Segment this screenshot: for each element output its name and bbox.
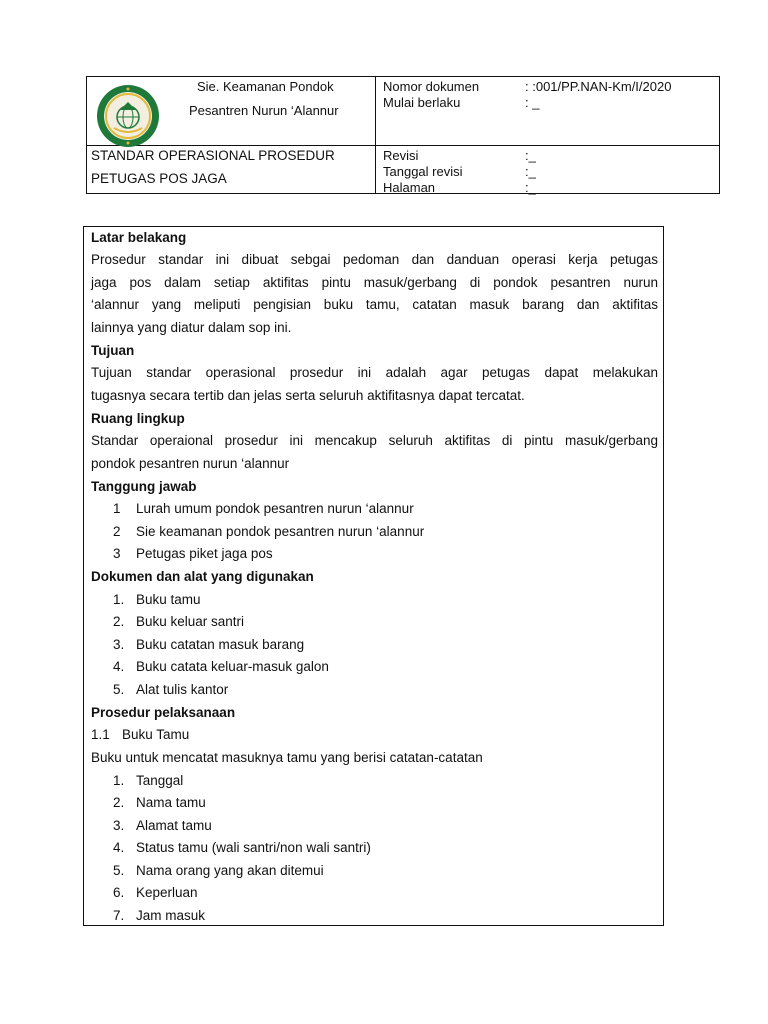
meta-value-revisi: :_	[525, 148, 536, 163]
buku-tamu-number: 4.	[113, 840, 125, 855]
org-name-line1: Sie. Keamanan Pondok	[197, 79, 334, 94]
header-border-top	[86, 76, 720, 77]
dokumen-item: Buku tamu	[136, 592, 201, 607]
dokumen-item: Buku catata keluar-masuk galon	[136, 659, 329, 674]
ruang-lingkup-line1: Standar operaional prosedur ini mencakup seluruh aktifitas di pintu masuk/gerbang	[91, 433, 658, 448]
sop-title-line2: PETUGAS POS JAGA	[91, 171, 227, 186]
buku-tamu-item: Jam masuk	[136, 908, 206, 923]
heading-latar-belakang: Latar belakang	[91, 230, 187, 245]
prosedur-intro: Buku untuk mencatat masuknya tamu yang berisi catatan-catatan	[91, 750, 483, 765]
buku-tamu-item: Nama orang yang akan ditemui	[136, 863, 324, 878]
tanggung-jawab-number: 1	[113, 501, 121, 516]
sop-title-line1: STANDAR OPERASIONAL PROSEDUR	[91, 148, 335, 163]
latar-belakang-line2: jaga pos dalam setiap aktifitas pintu masuk/gerbang di pondok pesantren nurun	[91, 275, 658, 290]
meta-label-tanggal-revisi: Tanggal revisi	[383, 164, 463, 179]
tanggung-jawab-number: 3	[113, 546, 121, 561]
document-header-table	[82, 76, 720, 194]
meta-value-mulai-berlaku: : _	[525, 95, 540, 110]
buku-tamu-item: Alamat tamu	[136, 818, 212, 833]
heading-prosedur-pelaksanaan: Prosedur pelaksanaan	[91, 705, 236, 720]
latar-belakang-line4: lainnya yang diatur dalam sop ini.	[91, 320, 292, 335]
buku-tamu-number: 7.	[113, 908, 125, 923]
buku-tamu-item: Tanggal	[136, 773, 184, 788]
latar-belakang-line3: ‘alannur yang meliputi pengisian buku tamu, catatan masuk barang dan aktifitas	[91, 297, 658, 312]
heading-dokumen-dan-alat: Dokumen dan alat yang digunakan	[91, 569, 314, 584]
buku-tamu-number: 1.	[113, 773, 125, 788]
dokumen-item: Buku keluar santri	[136, 614, 245, 629]
buku-tamu-number: 3.	[113, 818, 125, 833]
header-column-divider	[375, 76, 376, 194]
meta-label-mulai-berlaku: Mulai berlaku	[383, 95, 461, 110]
tujuan-line2: tugasnya secara tertib dan jelas serta seluruh aktifitasnya dapat tercatat.	[91, 388, 525, 403]
latar-belakang-line1: Prosedur standar ini dibuat sebgai pedoman dan danduan operasi kerja petugas	[91, 252, 658, 267]
sop-content-box	[83, 226, 664, 926]
header-border-left	[86, 76, 87, 194]
buku-tamu-item: Keperluan	[136, 885, 198, 900]
tanggung-jawab-item: Petugas piket jaga pos	[136, 546, 273, 561]
meta-label-nomor-dokumen: Nomor dokumen	[383, 79, 480, 94]
org-name-line2: Pesantren Nurun ‘Alannur	[189, 103, 339, 118]
dokumen-item: Buku catatan masuk barang	[136, 637, 305, 652]
dokumen-number: 5.	[113, 682, 125, 697]
buku-tamu-number: 6.	[113, 885, 125, 900]
meta-value-halaman: :_	[525, 180, 536, 195]
buku-tamu-number: 5.	[113, 863, 125, 878]
dokumen-number: 1.	[113, 592, 125, 607]
header-row-divider	[86, 145, 720, 146]
meta-label-revisi: Revisi	[383, 148, 419, 163]
meta-value-nomor-dokumen: : :001/PP.NAN-Km/I/2020	[525, 79, 672, 94]
dokumen-number: 3.	[113, 637, 125, 652]
prosedur-subsection-number: 1.1	[91, 727, 110, 742]
heading-tujuan: Tujuan	[91, 343, 135, 358]
heading-tanggung-jawab: Tanggung jawab	[91, 479, 197, 494]
prosedur-subsection-title: Buku Tamu	[122, 727, 190, 742]
meta-label-halaman: Halaman	[383, 180, 436, 195]
buku-tamu-item: Status tamu (wali santri/non wali santri)	[136, 840, 371, 855]
header-border-right	[719, 76, 720, 194]
pesantren-logo-seal	[96, 84, 160, 148]
buku-tamu-item: Nama tamu	[136, 795, 206, 810]
dokumen-number: 2.	[113, 614, 125, 629]
tanggung-jawab-number: 2	[113, 524, 121, 539]
tujuan-line1: Tujuan standar operasional prosedur ini adalah agar petugas dapat melakukan	[91, 365, 658, 380]
dokumen-item: Alat tulis kantor	[136, 682, 229, 697]
tanggung-jawab-item: Sie keamanan pondok pesantren nurun ‘alannur	[136, 524, 425, 539]
meta-value-tanggal-revisi: :_	[525, 164, 536, 179]
ruang-lingkup-line2: pondok pesantren nurun ‘alannur	[91, 456, 290, 471]
dokumen-number: 4.	[113, 659, 125, 674]
heading-ruang-lingkup: Ruang lingkup	[91, 411, 185, 426]
tanggung-jawab-item: Lurah umum pondok pesantren nurun ‘alannur	[136, 501, 414, 516]
buku-tamu-number: 2.	[113, 795, 125, 810]
